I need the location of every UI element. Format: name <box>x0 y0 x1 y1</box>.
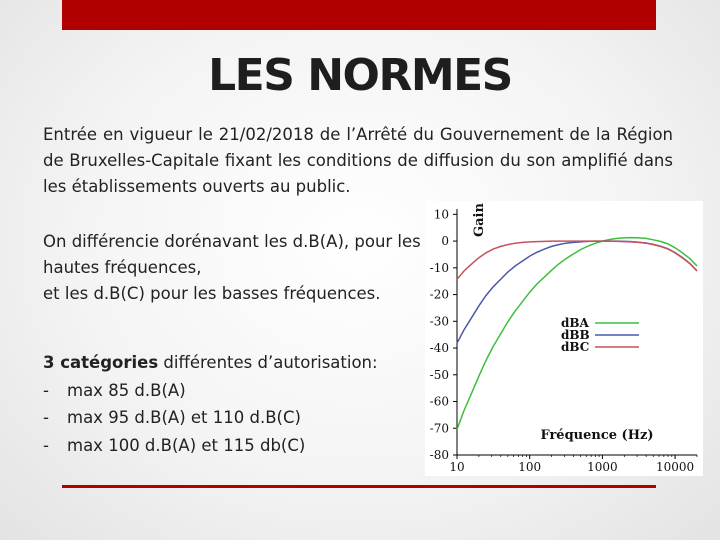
series-line-dbc <box>457 241 697 279</box>
list-item-text: max 95 d.B(A) et 110 d.B(C) <box>67 408 301 427</box>
gain-chart-svg <box>425 201 703 476</box>
y-axis-label: Gain <box>472 203 487 237</box>
y-tick-label: -60 <box>429 394 449 409</box>
y-tick-label: 10 <box>433 207 449 222</box>
description-block <box>43 229 423 307</box>
list-item <box>43 404 423 432</box>
x-tick-label: 10 <box>449 460 465 474</box>
list-item <box>43 432 423 460</box>
x-tick-label: 1000 <box>587 460 618 474</box>
y-tick-label: -50 <box>429 367 449 382</box>
top-accent-bar <box>62 0 656 30</box>
list-dash: - <box>43 380 49 400</box>
x-axis-label: Fréquence (Hz) <box>540 428 654 443</box>
list-item-text: max 100 d.B(A) et 115 db(C) <box>67 435 306 455</box>
y-tick-label: -20 <box>429 287 449 302</box>
gain-chart <box>425 201 703 476</box>
categories-heading-bold: 3 catégories <box>43 353 159 372</box>
categories-heading-rest: différentes d’autorisation: <box>158 353 378 372</box>
categories-list <box>43 377 423 460</box>
categories-block <box>43 349 423 459</box>
list-item <box>43 377 423 405</box>
list-item-text: max 85 d.B(A) <box>67 380 186 400</box>
slide-title: LES NORMES <box>208 50 512 101</box>
legend-label: dBA <box>561 316 589 330</box>
x-tick-label: 100 <box>518 460 542 474</box>
legend-label: dBB <box>561 328 590 342</box>
categories-heading <box>43 349 423 377</box>
description-line-1: On différencie dorénavant les d.B(A), pour les hautes fréquences, <box>43 232 421 277</box>
legend-label: dBC <box>561 340 590 354</box>
list-dash: - <box>43 408 49 427</box>
y-tick-label: -10 <box>429 260 449 275</box>
intro-paragraph: Entrée en vigueur le 21/02/2018 de l’Arrêté du Gouvernement de la Région de Bruxelles-Capitale fixant les conditions de diffusion du son amplifié dans les établissements ouverts au public. <box>43 125 673 196</box>
y-tick-label: -40 <box>429 341 449 356</box>
list-dash: - <box>43 435 49 455</box>
y-tick-label: -70 <box>429 421 449 436</box>
bottom-accent-line <box>62 485 656 488</box>
y-tick-label: 0 <box>441 234 449 249</box>
y-tick-label: -80 <box>429 448 449 462</box>
description-line-2: et les d.B(C) pour les basses fréquences. <box>43 284 381 303</box>
x-tick-label: 10000 <box>656 460 695 474</box>
y-tick-label: -30 <box>429 314 449 329</box>
